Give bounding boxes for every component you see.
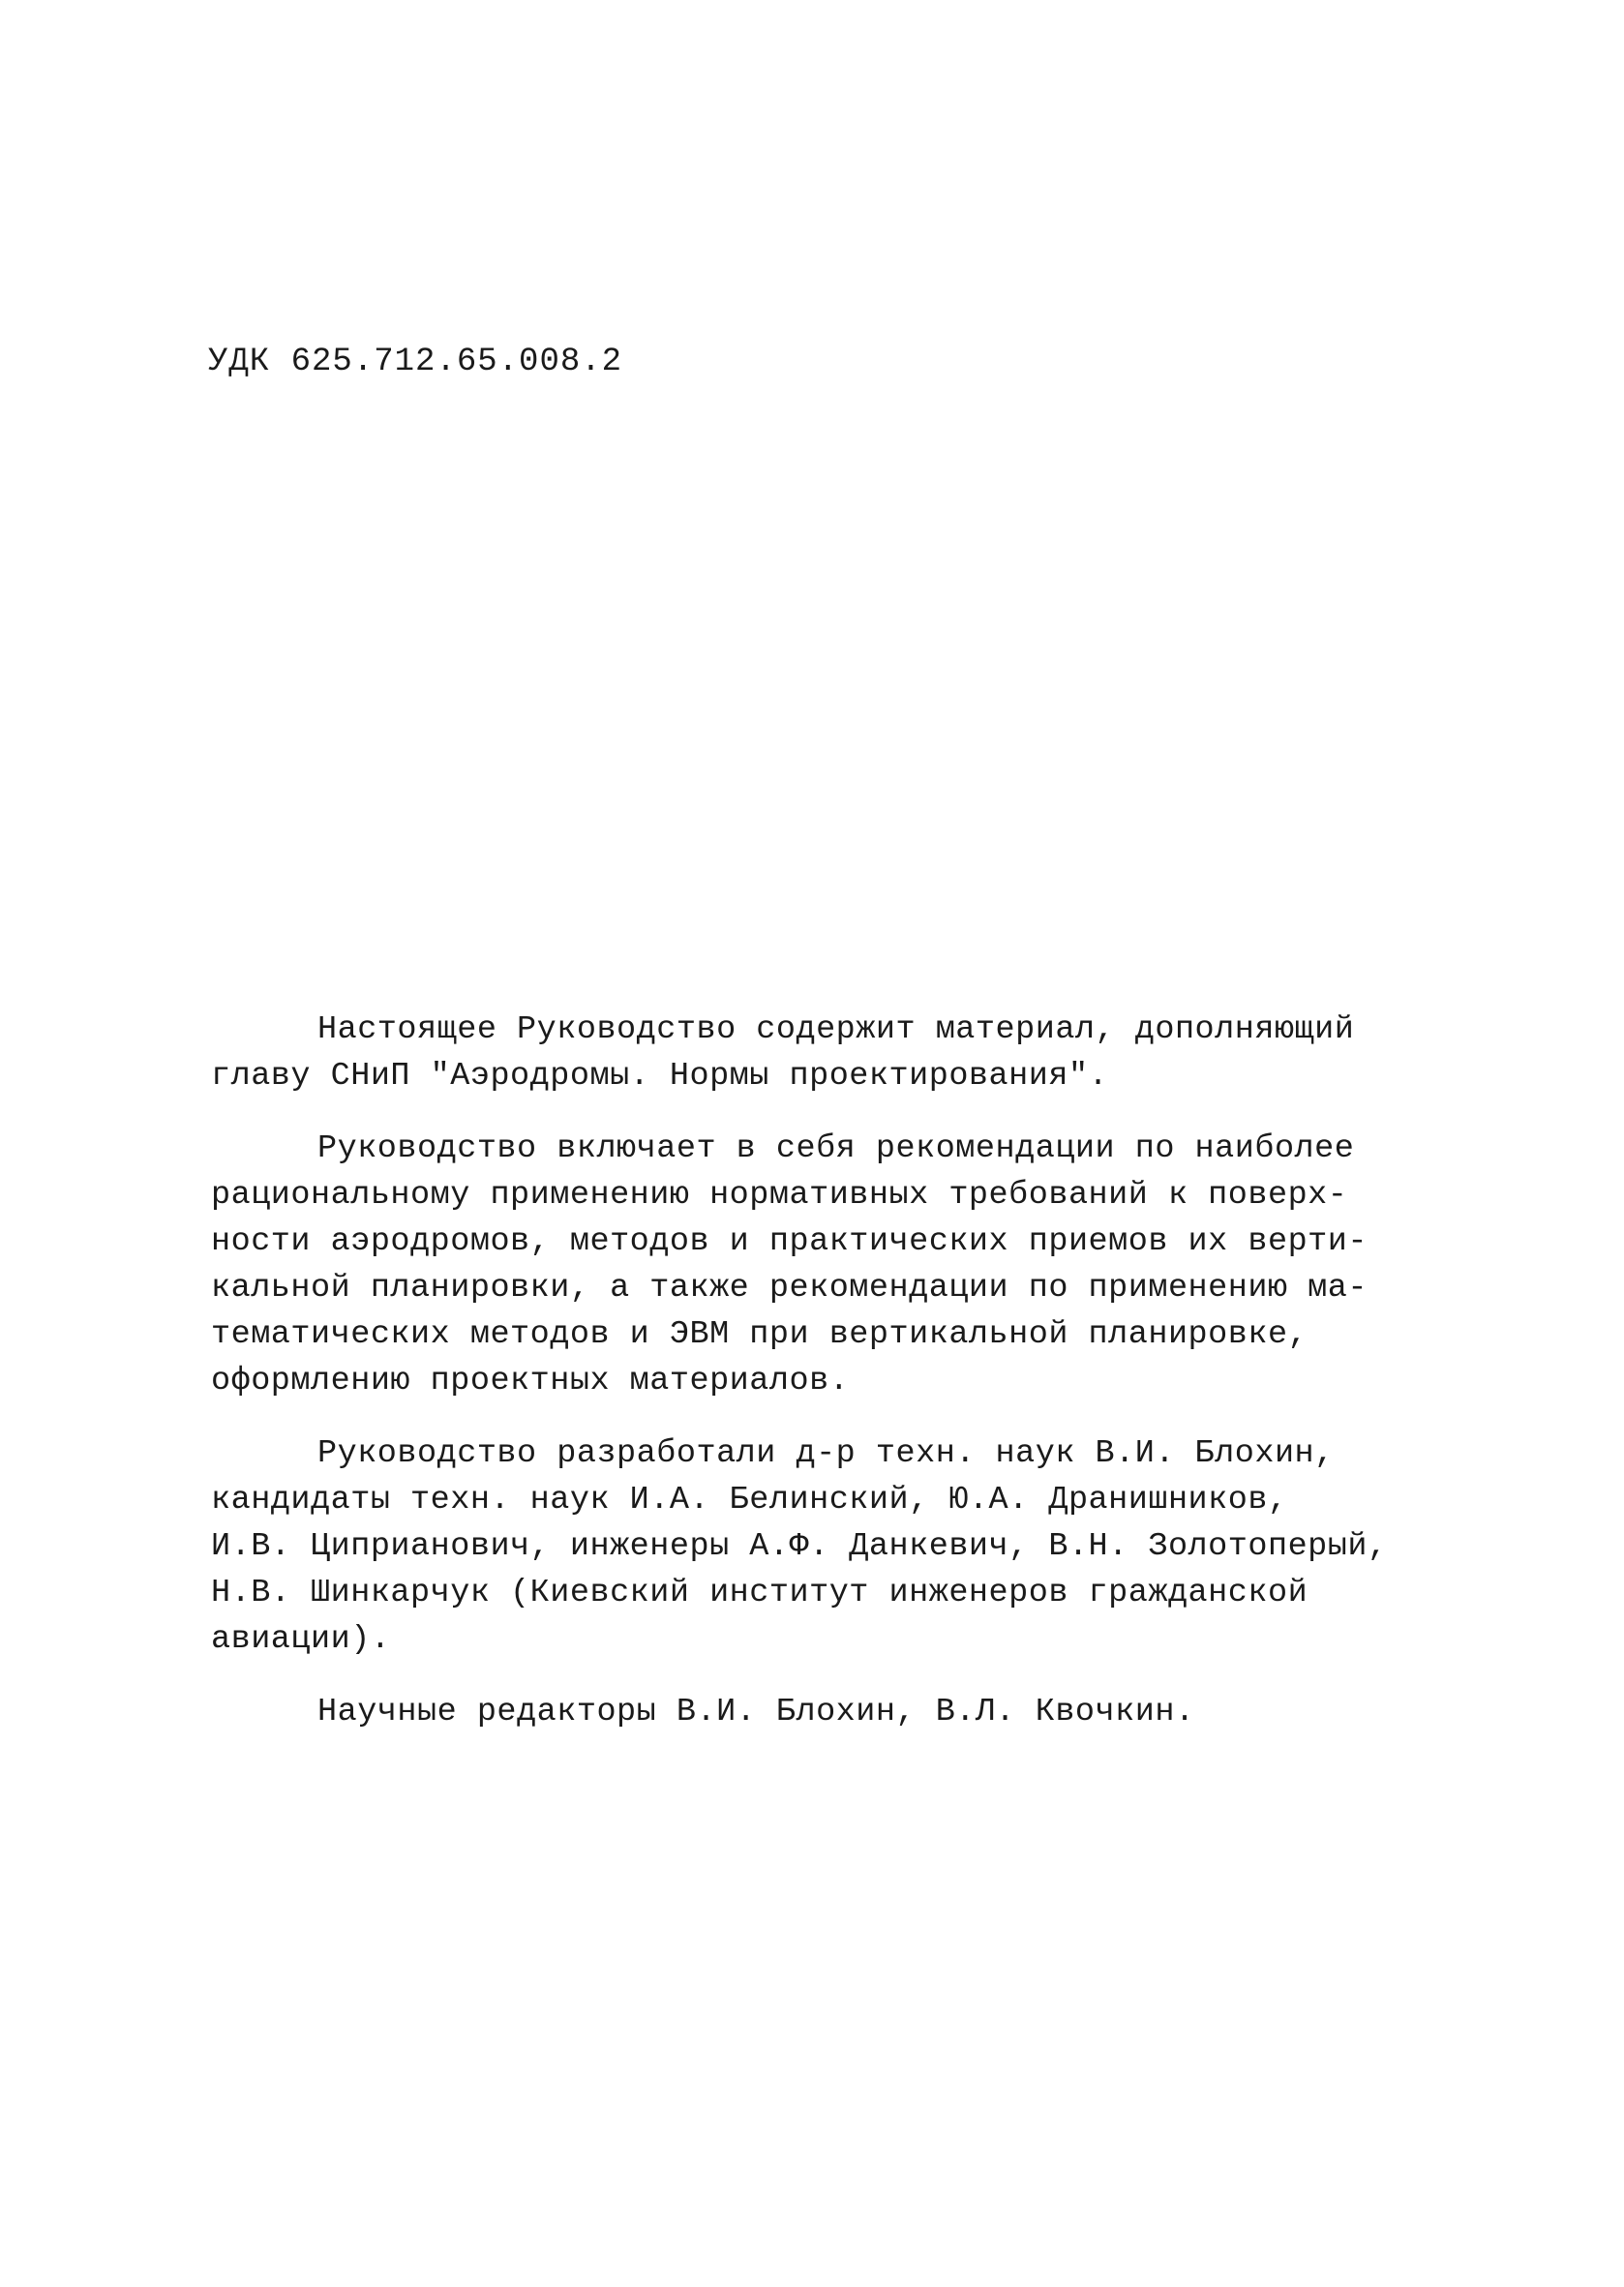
text-line: тематических методов и ЭВМ при вертикальной планировке,: [211, 1316, 1308, 1353]
paragraph-intro: [211, 1007, 1421, 1099]
text-line: И.В. Циприанович, инженеры А.Ф. Данкевич, В.Н. Золотоперый,: [211, 1528, 1388, 1565]
text-line: главу СНиП "Аэродромы. Нормы проектирования".: [211, 1058, 1109, 1095]
text-line: ности аэродромов, методов и практических приемов их верти-: [211, 1223, 1368, 1260]
paragraph-authors: [211, 1430, 1421, 1663]
udk-code: УДК 625.712.65.008.2: [208, 344, 623, 380]
text-line: Руководство разработали д-р техн. наук В.И. Блохин,: [317, 1435, 1335, 1472]
text-line: авиации).: [211, 1621, 391, 1658]
text-line: Н.В. Шинкарчук (Киевский институт инженеров гражданской: [211, 1575, 1308, 1611]
document-body: [211, 1007, 1421, 1761]
paragraph-editors: [211, 1689, 1421, 1735]
paragraph-contents: [211, 1126, 1421, 1404]
text-line: кандидаты техн. наук И.А. Белинский, Ю.А. Дранишников,: [211, 1482, 1288, 1519]
text-line: кальной планировки, а также рекомендации по применению ма-: [211, 1270, 1368, 1307]
text-line: Руководство включает в себя рекомендации по наиболее: [317, 1130, 1355, 1167]
text-line: Научные редакторы В.И. Блохин, В.Л. Квочкин.: [317, 1694, 1195, 1730]
text-line: Настоящее Руководство содержит материал, дополняющий: [317, 1011, 1355, 1048]
text-line: рациональному применению нормативных требований к поверх-: [211, 1177, 1348, 1214]
text-line: оформлению проектных материалов.: [211, 1363, 850, 1399]
